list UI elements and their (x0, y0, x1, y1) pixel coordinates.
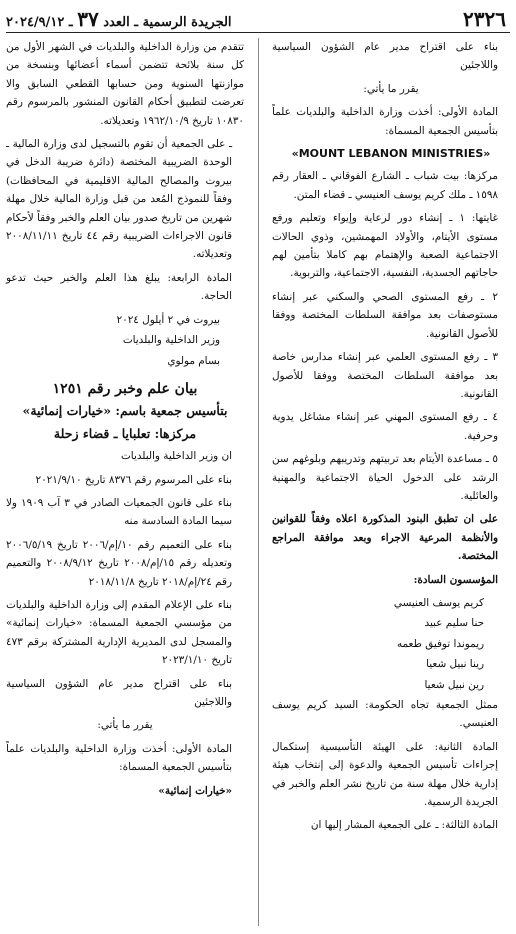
gazette-name: الجريدة الرسمية ـ العدد (103, 15, 232, 30)
paragraph: ـ على الجمعية أن تقوم بالتسجيل لدى وزارة المالية ـ الوحدة الضريبية المختصة (دائرة ضريبة الدخل في بيروت والمصالح المالية الاقليمية في المحافظات) وفقاً للنموذج المُعد من قبل وزارة المالية خلال مهلة شهرين من تاريخ صدور بيان العلم والخبر وفقاً لأحكام قانون الاجراءات الضريبية رقم ٤٤ تاريخ ٢٠٠٨/١١/١١ وتعديلاته. (6, 138, 233, 261)
notice-seat: مركزها: تعلبايا ـ قضاء زحلة (53, 425, 197, 441)
left-column (6, 38, 244, 805)
paragraph: بناء على الإعلام المقدم إلى وزارة الداخلية والبلديات من مؤسسي الجمعية المسماة: «خيارات إنمائية» والمسجل لدى المديرية الإدارية المشتركة برقم ٤٧٣ تاريخ ٢٠٢٣/١/١٠ (6, 598, 232, 667)
notice-title: بيان علم وخبر رقم ١٢٥١ (52, 380, 198, 397)
article-one: المادة الأولى: أخذت وزارة الداخلية والبلديات علماً بتأسيس الجمعية المسماة: (272, 106, 498, 137)
notice-subtitle: بتأسيس جمعية باسم: «خيارات إنمائية» (22, 403, 228, 419)
goal-item: ٤ ـ رفع المستوى المهني عبر إنشاء مشاغل يدوية وحرفية. (272, 411, 498, 442)
paragraph: بناء على المرسوم رقم ٨٣٧٦ تاريخ ٢٠٢١/٩/١٠ (35, 473, 232, 486)
page-header (6, 6, 510, 33)
issue-date: ـ ٢٠٢٤/٩/١٢ (6, 15, 73, 30)
list-item: حنا سليم عبيد (424, 617, 484, 630)
decision-line: يقرر ما يأتي: (97, 719, 153, 732)
goal-item: ٢ ـ رفع المستوى الصحي والسكني عبر إنشاء مستوصفات بعد موافقة السلطات المختصة ووفقا للأصول القانونية. (272, 290, 498, 340)
article-one: المادة الأولى: أخذت وزارة الداخلية والبلديات علماً بتأسيس الجمعية المسماة: (6, 742, 232, 774)
paragraph: بناء على اقتراح مدير عام الشؤون السياسية واللاجئين (272, 41, 498, 72)
list-item: ريموندا توفيق طعمه (396, 637, 484, 650)
decision-line: يقرر ما يأتي: (363, 82, 419, 95)
header-title (6, 7, 232, 31)
goal-item: ٥ ـ مساعدة الأيتام بعد تربيتهم وتدريبهم وبلوغهم سن الرشد على الدخول الحياة الاجتماعية والمهنية والعائلية. (272, 453, 498, 502)
signature-name: بسام مولوي (167, 354, 220, 367)
paragraph: تتقدم من وزارة الداخلية والبلديات في الشهر الأول من كل سنة بلائحة تتضمن أسماء أعضائها وبنسخة من موازنتها السنوية ومن حسابها القطعي السابق والا تعرضت لتطبيق أحكام القانون المنشور بالمرسوم رقم ١٠٨٣٠ تاريخ ١٩٦٢/١٠/٩ وتعديلاته. (6, 41, 244, 127)
right-column (272, 38, 510, 840)
paragraph: بناء على اقتراح مدير عام الشؤون السياسية واللاجئين (6, 677, 232, 708)
paragraph: بناء على التعميم رقم ١٠/إم/٢٠٠٦ تاريخ ٢٠٠٦/٥/١٩ وتعديله رقم ١٥/إم/٢٠٠٨ تاريخ ٢٠٠٨/٩/١٢ والتعميم رقم ٢٤/إم/٢٠١٨ تاريخ ٢٠١٨/١١/٨ (6, 538, 233, 588)
article-three: المادة الثالثة: ـ على الجمعية المشار إليها ان (310, 819, 498, 832)
signature-date: بيروت في ٢ أيلول ٢٠٢٤ (116, 313, 220, 326)
founders-heading: المؤسسون السادة: (413, 573, 498, 586)
association-goals: غايتها: ١ ـ إنشاء دور لرعاية وإيواء وتعليم ورفع مستوى الأيتام، والأولاد المهمشين، وذوي الحالات الاجتماعية الصعبة والإهتمام بهم كاملا بتأمين لهم حاجاتهم الجسدية، النفسية، الاجتماعية، والتربوية. (272, 212, 498, 280)
page-number: ٢٣٢٦ (463, 7, 506, 31)
government-representative: ممثل الجمعية تجاه الحكومة: السيد كريم يوسف العنيسي. (272, 699, 498, 730)
compliance-note: على ان تطبق البنود المذكورة اعلاه وفقاً للقوانين والأنظمة المرعية الاجراء وبعد موافقة المراجع المختصة. (272, 513, 498, 563)
association-name: «MOUNT LEBANON MINISTRIES» (291, 147, 491, 161)
issue-number: ٣٧ (77, 7, 99, 31)
list-item: رين نبيل شعيا (424, 678, 484, 691)
column-divider (258, 38, 259, 926)
paragraph: ان وزير الداخلية والبلديات (121, 450, 232, 463)
association-name: «خيارات إنمائية» (158, 784, 232, 797)
founders-list (272, 594, 510, 694)
goal-item: ٣ ـ رفع المستوى العلمي عبر إنشاء مدارس خاصة بعد موافقة السلطات المختصة ووفقا للأصول القانونية. (272, 351, 498, 400)
article-four: المادة الرابعة: يبلغ هذا العلم والخبر حيث تدعو الحاجة. (6, 271, 232, 303)
signature-title: وزير الداخلية والبلديات (122, 334, 220, 347)
paragraph: بناء على قانون الجمعيات الصادر في ٣ آب ١٩٠٩ ولا سيما المادة السادسة منه (6, 496, 233, 528)
list-item: رينا نبيل شعيا (426, 658, 484, 671)
list-item: كريم يوسف العنيسي (393, 596, 484, 609)
article-two: المادة الثانية: على الهيئة التأسيسية إستكمال إجراءات تأسيس الجمعية والدعوة إلى إنتخاب هيئة إدارية خلال مهلة سنة من تاريخ نشر العلم والخبر في الجريدة الرسمية. (272, 740, 498, 809)
association-seat: مركزها: بيت شباب ـ الشارع الفوقاني ـ العقار رقم ١٥٩٨ ـ ملك كريم يوسف العنيسي ـ قضاء المتن. (272, 170, 498, 201)
